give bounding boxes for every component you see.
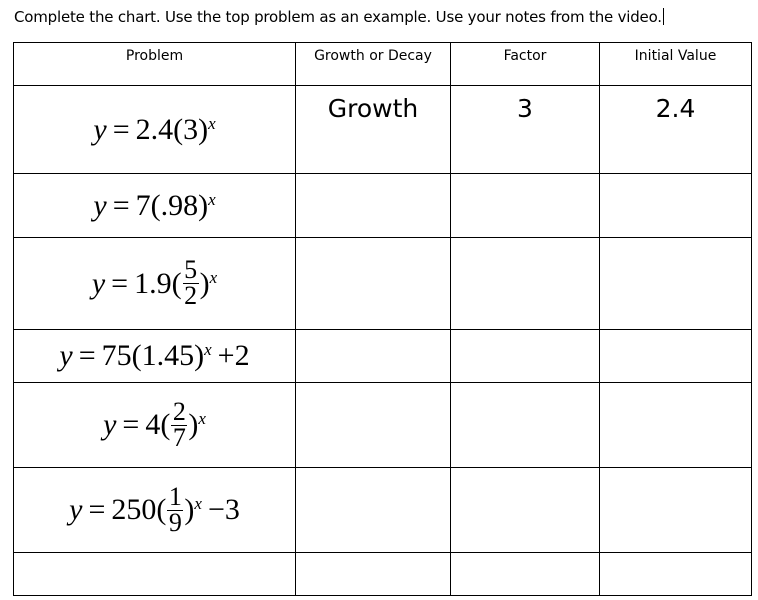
fraction-numerator: 5 — [184, 255, 198, 285]
table-header-row — [14, 43, 752, 86]
eq-exponent: x — [208, 189, 216, 209]
fraction-numerator: 2 — [172, 396, 186, 426]
fraction-numerator: 1 — [168, 481, 182, 511]
problem-cell — [14, 383, 296, 468]
table-row — [14, 553, 752, 596]
eq-equals: = — [88, 493, 106, 526]
eq-equals: = — [122, 408, 140, 441]
eq-exponent: x — [208, 113, 216, 133]
eq-tail: −3 — [207, 493, 240, 526]
eq-lead: 75(1.45) — [101, 339, 205, 372]
eq-close: ) — [184, 493, 195, 526]
eq-equals: = — [78, 339, 96, 372]
table-row — [14, 86, 752, 174]
eq-close: ) — [199, 266, 210, 300]
problem-cell — [14, 86, 296, 174]
text-cursor — [663, 8, 664, 25]
eq-exponent: x — [209, 267, 218, 287]
problem-cell — [14, 238, 296, 330]
eq-y: y — [59, 339, 73, 372]
table-row — [14, 238, 752, 330]
eq-exponent: x — [198, 409, 206, 428]
fraction — [171, 396, 187, 452]
fraction-denominator: 9 — [168, 507, 182, 537]
exponential-chart-table — [13, 42, 752, 596]
initial-value-cell[interactable] — [600, 383, 752, 468]
eq-tail: +2 — [217, 339, 250, 372]
eq-y: y — [69, 493, 83, 526]
initial-value-cell[interactable]: 2.4 — [600, 86, 752, 174]
growth-or-decay-cell[interactable]: Growth — [296, 86, 451, 174]
fraction — [167, 481, 183, 537]
eq-equals: = — [111, 266, 129, 300]
table-row — [14, 330, 752, 383]
growth-or-decay-cell[interactable] — [296, 468, 451, 553]
eq-y: y — [91, 266, 106, 300]
factor-cell[interactable] — [451, 468, 600, 553]
eq-lead: 2.4(3) — [135, 112, 209, 146]
header-problem: Problem — [14, 43, 296, 86]
eq-exponent: x — [194, 494, 202, 513]
factor-cell[interactable] — [451, 330, 600, 383]
growth-or-decay-cell[interactable] — [296, 553, 451, 596]
growth-or-decay-cell[interactable] — [296, 174, 451, 238]
eq-equals: = — [112, 112, 130, 146]
initial-value-cell[interactable] — [600, 330, 752, 383]
problem-cell — [14, 330, 296, 383]
instructions-label: Complete the chart. Use the top problem as an example. Use your notes from the video. — [14, 8, 662, 26]
initial-value-cell[interactable] — [600, 238, 752, 330]
fraction — [183, 255, 199, 310]
factor-cell[interactable]: 3 — [451, 86, 600, 174]
equation — [93, 189, 215, 223]
factor-cell[interactable] — [451, 238, 600, 330]
problem-cell[interactable] — [14, 553, 296, 596]
equation — [69, 481, 240, 537]
equation — [59, 339, 249, 373]
header-initial-value: Initial Value — [600, 43, 752, 86]
equation — [93, 113, 215, 147]
eq-exponent: x — [204, 340, 212, 359]
table-row — [14, 383, 752, 468]
header-growth-or-decay: Growth or Decay — [296, 43, 451, 86]
instructions-text — [14, 8, 664, 26]
growth-or-decay-cell[interactable] — [296, 330, 451, 383]
eq-y: y — [93, 112, 107, 146]
table-row — [14, 174, 752, 238]
fraction-denominator: 2 — [184, 281, 198, 310]
eq-equals: = — [112, 188, 130, 222]
eq-lead: 1.9( — [134, 266, 182, 300]
eq-lead: 7(.98) — [135, 188, 209, 222]
factor-cell[interactable] — [451, 383, 600, 468]
problem-cell — [14, 468, 296, 553]
equation — [103, 396, 206, 452]
initial-value-cell[interactable] — [600, 174, 752, 238]
fraction-denominator: 7 — [172, 422, 186, 452]
factor-cell[interactable] — [451, 174, 600, 238]
eq-y: y — [103, 408, 117, 441]
initial-value-cell[interactable] — [600, 468, 752, 553]
header-factor: Factor — [451, 43, 600, 86]
eq-lead: 250( — [111, 493, 167, 526]
eq-lead: 4( — [145, 408, 171, 441]
eq-close: ) — [188, 408, 199, 441]
growth-or-decay-cell[interactable] — [296, 383, 451, 468]
equation — [91, 255, 218, 310]
growth-or-decay-cell[interactable] — [296, 238, 451, 330]
problem-cell — [14, 174, 296, 238]
eq-y: y — [93, 188, 107, 222]
initial-value-cell[interactable] — [600, 553, 752, 596]
factor-cell[interactable] — [451, 553, 600, 596]
table-row — [14, 468, 752, 553]
